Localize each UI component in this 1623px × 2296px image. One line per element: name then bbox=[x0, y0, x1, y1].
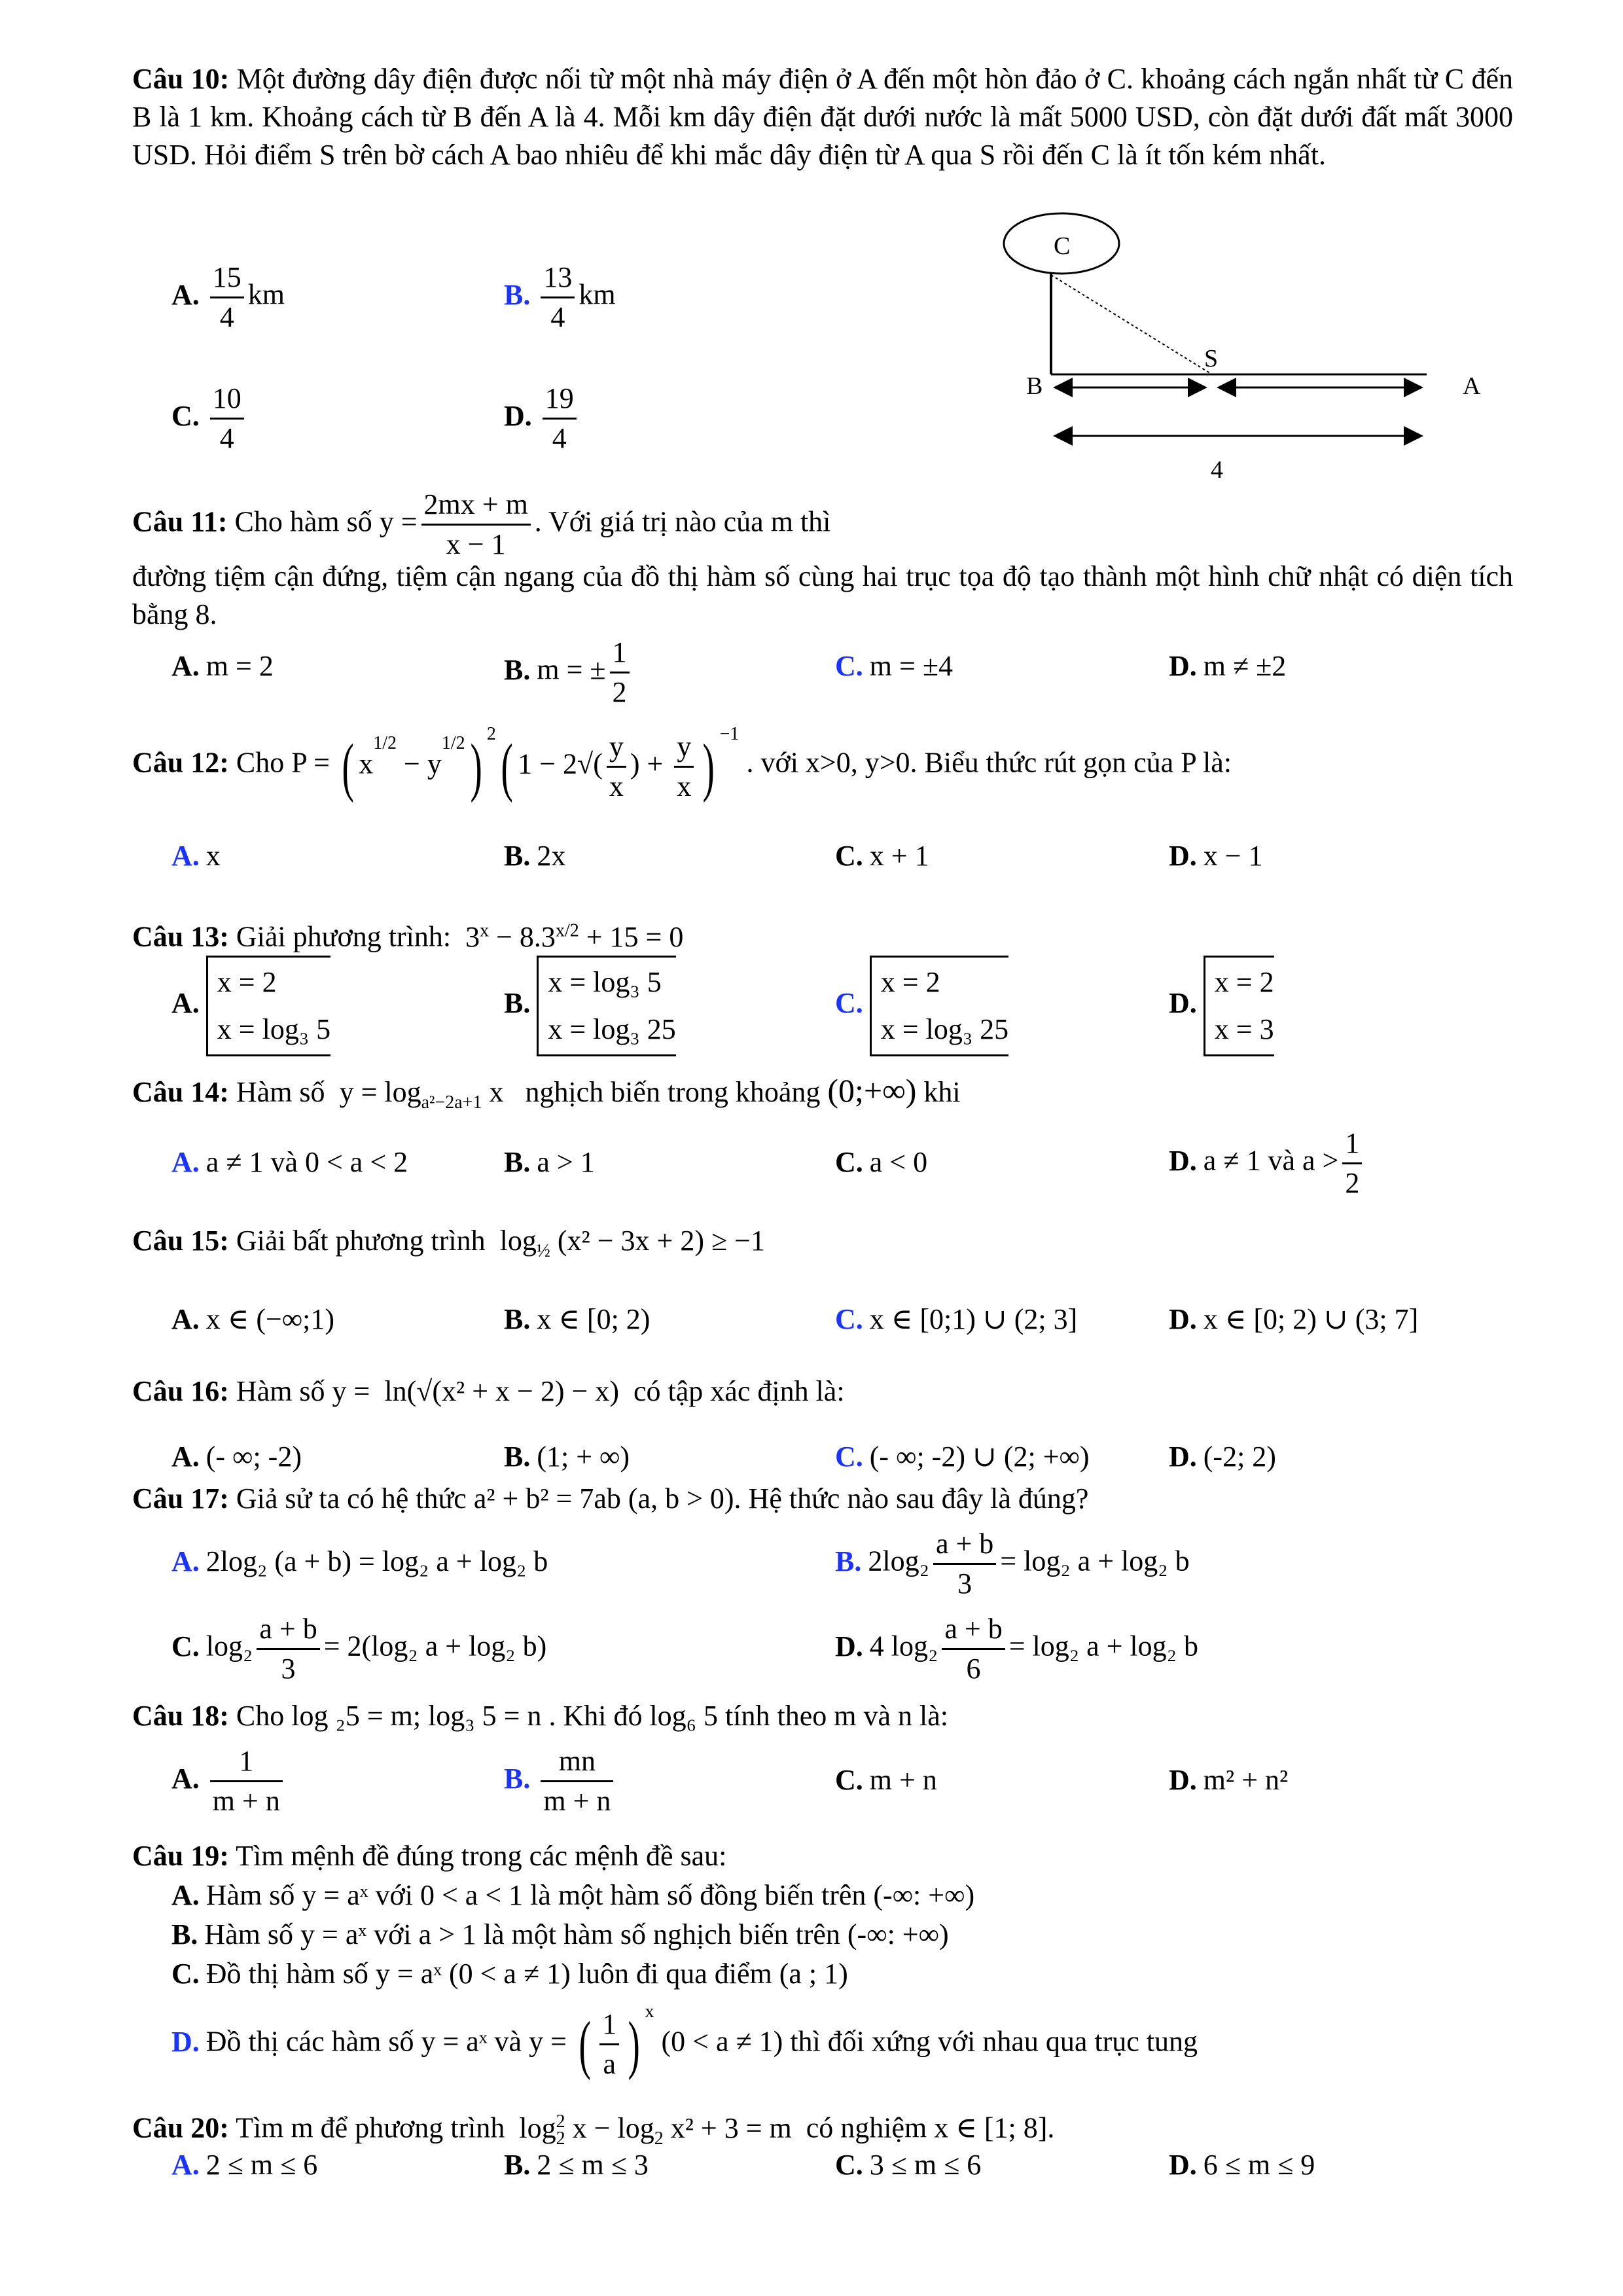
q19-option-b[interactable]: B. Hàm số y = aˣ với a > 1 là một hàm số nghịch biến trên (-∞: +∞) bbox=[171, 1918, 949, 1950]
q13-option-b[interactable]: B. x = log₃ 5 x = log₃ 25 bbox=[504, 956, 676, 1056]
q11-option-b[interactable]: B. m = ± $\frac{1}{2}$ bbox=[504, 634, 633, 711]
q10-option-c[interactable]: C. $\frac{10}{4}$ bbox=[171, 380, 248, 457]
q10-figure bbox=[982, 209, 1505, 484]
q17-option-d[interactable]: D. 4 log₂ $\frac{a + b}{6}$ = log₂ a + log₂ b bbox=[835, 1610, 1198, 1688]
q19-option-d[interactable]: D. Đồ thị các hàm số y = aˣ và y = ( $\frac{1}{a}$ ) $^x$ (0 < a ≠ 1) thì đối xứng với nhau qua trục tung bbox=[171, 2001, 1198, 2081]
q10-label: Câu 10: bbox=[132, 63, 230, 95]
q20-option-a[interactable]: A. 2 ≤ m ≤ 6 bbox=[171, 2149, 318, 2181]
q12-option-a[interactable]: A. x bbox=[171, 840, 221, 872]
label-distance: 4 bbox=[1211, 456, 1223, 484]
q16-option-c[interactable]: C. (- ∞; -2) ∪ (2; +∞) bbox=[835, 1441, 1090, 1473]
label-b: B bbox=[1026, 372, 1043, 400]
q10-text: Một đường dây điện được nối từ một nhà máy điện ở A đến một hòn đảo ở C. khoảng cách ngắn nhất từ C đến B là 1 km. Khoảng cách từ B đến A là 4. Mỗi km dây điện đặt dưới nước là mất 5000 USD, còn đặt dưới đất mất 3000 USD. Hỏi điểm S trên bờ cách A bao nhiêu để khi mắc dây điện từ A qua S rồi đến C là ít tốn kém nhất. bbox=[132, 63, 1513, 171]
q14-option-d[interactable]: D. a ≠ 1 và a > $\frac{1}{2}$ bbox=[1169, 1124, 1366, 1202]
q12-option-c[interactable]: C. x + 1 bbox=[835, 840, 929, 872]
q16-stem: Câu 16: Hàm số y = ln(√(x² + x − 2) − x) có tập xác định là: bbox=[132, 1375, 845, 1407]
q13-stem: Câu 13: Giải phương trình: $3^x - 8.3^{x/2} + 15 = 0$ bbox=[132, 920, 684, 953]
q19-option-c[interactable]: C. Đồ thị hàm số y = aˣ (0 < a ≠ 1) luôn đi qua điểm (a ; 1) bbox=[171, 1958, 848, 1990]
q10-option-b[interactable]: B. $\frac{13}{4}$ km bbox=[504, 259, 616, 336]
q17-option-a[interactable]: A. 2log₂ (a + b) = log₂ a + log₂ b bbox=[171, 1545, 548, 1577]
q20-option-d[interactable]: D. 6 ≤ m ≤ 9 bbox=[1169, 2149, 1315, 2181]
q15-option-a[interactable]: A. x ∈ (−∞;1) bbox=[171, 1303, 335, 1335]
q19-fraction-base: ( $\frac{1}{a}$ ) $^x$ bbox=[579, 2001, 654, 2081]
q11-option-a[interactable]: A. m = 2 bbox=[171, 650, 274, 682]
q15-option-d[interactable]: D. x ∈ [0; 2) ∪ (3; 7] bbox=[1169, 1303, 1419, 1335]
q15-stem: Câu 15: Giải bất phương trình $\log_{\frac{1}{2}} (x^2 - 3x + 2) \ge -1$ bbox=[132, 1225, 765, 1261]
q10-option-a[interactable]: A. $\frac{15}{4}$ km bbox=[171, 259, 285, 336]
q19-option-a[interactable]: A. Hàm số y = aˣ với 0 < a < 1 là một hàm số đồng biến trên (-∞: +∞) bbox=[171, 1879, 975, 1911]
q17-option-c[interactable]: C. log₂ $\frac{a + b}{3}$ = 2(log₂ a + log₂ b) bbox=[171, 1610, 546, 1688]
q18-option-a[interactable]: A. $\frac{1}{m + n}$ bbox=[171, 1742, 287, 1820]
q16-option-d[interactable]: D. (-2; 2) bbox=[1169, 1441, 1276, 1473]
q18-option-d[interactable]: D. m² + n² bbox=[1169, 1764, 1289, 1796]
q13-option-a[interactable]: A. x = 2 x = log₃ 5 bbox=[171, 956, 330, 1056]
q10-option-d[interactable]: D. $\frac{19}{4}$ bbox=[504, 380, 580, 457]
q15-option-b[interactable]: B. x ∈ [0; 2) bbox=[504, 1303, 651, 1335]
q20-option-b[interactable]: B. 2 ≤ m ≤ 3 bbox=[504, 2149, 649, 2181]
q14-option-b[interactable]: B. a > 1 bbox=[504, 1146, 595, 1178]
q20-equation: $\log_2^2 x - \log_2 x^2 + 3 = m$ bbox=[512, 2111, 799, 2149]
q16-option-a[interactable]: A. (- ∞; -2) bbox=[171, 1441, 302, 1473]
q19-stem: Câu 19: Tìm mệnh đề đúng trong các mệnh đề sau: bbox=[132, 1840, 727, 1872]
q14-option-a[interactable]: A. a ≠ 1 và 0 < a < 2 bbox=[171, 1146, 408, 1178]
q20-stem: Câu 20: Tìm m để phương trình $\log_2^2 x - \log_2 x^2 + 3 = m$ có nghiệm x ∈ [1; 8]. bbox=[132, 2111, 1055, 2149]
q11-option-d[interactable]: D. m ≠ ±2 bbox=[1169, 650, 1287, 682]
q13-equation: $3^x - 8.3^{x/2} + 15 = 0$ bbox=[458, 920, 684, 953]
dashed-cs bbox=[1051, 275, 1212, 374]
q11-stem: Câu 11: Cho hàm số y = $\frac{2mx + m}{x - 1}$ . Với giá trị nào của m thì bbox=[132, 486, 830, 564]
q12-option-b[interactable]: B. 2x bbox=[504, 840, 566, 872]
q20-option-c[interactable]: C. 3 ≤ m ≤ 6 bbox=[835, 2149, 982, 2181]
q12-stem: Câu 12: Cho P = ( $x^{1/2} - y^{1/2}$) $^2$( 1 − 2√( $\frac{y}{x}$ ) + $\frac{y}{x}$ ) $^{-1}$ . với x>0, y>0. Biểu thức rút gọn của P là: bbox=[132, 725, 1232, 806]
q13-option-c[interactable]: C. x = 2 x = log₃ 25 bbox=[835, 956, 1008, 1056]
q17-stem: Câu 17: Giả sử ta có hệ thức a² + b² = 7ab (a, b > 0). Hệ thức nào sau đây là đúng? bbox=[132, 1482, 1089, 1515]
q16-option-b[interactable]: B. (1; + ∞) bbox=[504, 1441, 630, 1473]
q12-option-d[interactable]: D. x − 1 bbox=[1169, 840, 1263, 872]
q14-function: $y = \log_{a^2-2a+1} x$ bbox=[332, 1076, 518, 1113]
label-c: C bbox=[1054, 232, 1071, 260]
q18-option-c[interactable]: C. m + n bbox=[835, 1764, 937, 1796]
q15-option-c[interactable]: C. x ∈ [0;1) ∪ (2; 3] bbox=[835, 1303, 1078, 1335]
label-s: S bbox=[1204, 345, 1219, 372]
q10-stem bbox=[132, 60, 1513, 174]
q15-inequality: $\log_{\frac{1}{2}} (x^2 - 3x + 2) \ge -1$ bbox=[492, 1225, 765, 1261]
q11-stem-line2: đường tiệm cận đứng, tiệm cận ngang của đồ thị hàm số cùng hai trục tọa độ tạo thành một hình chữ nhật có diện tích bằng 8. bbox=[132, 560, 1513, 630]
q18-stem: Câu 18: Cho log ₂5 = m; log₃ 5 = n . Khi đó log₆ 5 tính theo m và n là: bbox=[132, 1700, 948, 1732]
q17-option-b[interactable]: B. 2log₂ $\frac{a + b}{3}$ = log₂ a + log₂ b bbox=[835, 1525, 1190, 1603]
q14-stem: Câu 14: Hàm số $y = \log_{a^2-2a+1} x$ nghịch biến trong khoảng (0;+∞) khi bbox=[132, 1072, 961, 1113]
label-a: A bbox=[1463, 372, 1481, 400]
q18-option-b[interactable]: B. $\frac{mn}{m + n}$ bbox=[504, 1742, 617, 1820]
q11-option-c[interactable]: C. m = ±4 bbox=[835, 650, 953, 682]
q16-function: ln(√(x² + x − 2) − x) bbox=[377, 1375, 626, 1407]
q12-expression: ( $x^{1/2} - y^{1/2}$) $^2$( 1 − 2√( $\frac{y}{x}$ ) + $\frac{y}{x}$ ) $^{-1}$ bbox=[342, 724, 740, 803]
q13-option-d[interactable]: D. x = 2 x = 3 bbox=[1169, 956, 1274, 1056]
q14-option-c[interactable]: C. a < 0 bbox=[835, 1146, 928, 1178]
